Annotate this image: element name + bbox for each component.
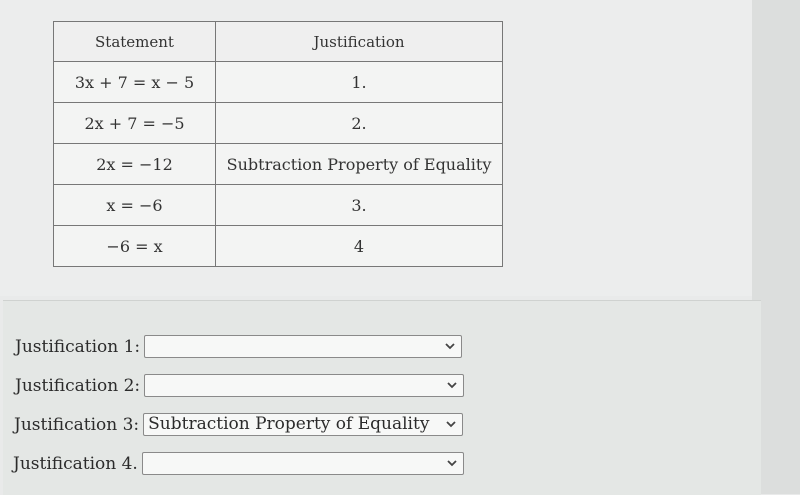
justification-3-value: Subtraction Property of Equality [148,414,430,434]
table-row [54,226,503,267]
justification-column-header: Justification [216,22,503,62]
justification-2-label: Justification 2: [15,375,141,396]
justification-4-label: Justification 4. [13,453,138,474]
justification-2-row [15,374,464,397]
table-row [54,103,503,144]
statement-cell: 3x + 7 = x − 5 [54,62,216,103]
proof-table-header-row [54,22,503,62]
statement-cell: 2x + 7 = −5 [54,103,216,144]
justification-cell: 1. [216,62,503,103]
justification-3-label: Justification 3: [14,414,140,435]
justification-3-select[interactable] [143,413,463,436]
chevron-down-icon [446,377,458,393]
chevron-down-icon [446,455,458,471]
table-row [54,62,503,103]
justification-cell: Subtraction Property of Equality [216,144,503,185]
justification-cell: 3. [216,185,503,226]
proof-table [53,21,503,267]
justification-4-row [13,452,464,475]
chevron-down-icon [444,338,456,354]
statement-cell: x = −6 [54,185,216,226]
justification-2-select[interactable] [144,374,464,397]
statement-column-header: Statement [54,22,216,62]
statement-cell: −6 = x [54,226,216,267]
justification-1-select[interactable] [144,335,462,358]
statement-cell: 2x = −12 [54,144,216,185]
justification-4-select[interactable] [142,452,464,475]
justification-3-row [14,413,463,436]
justification-cell: 2. [216,103,503,144]
table-row [54,185,503,226]
justification-cell: 4 [216,226,503,267]
chevron-down-icon [445,416,457,432]
table-row [54,144,503,185]
justification-1-row [15,335,462,358]
answer-panel [3,300,761,495]
justification-1-label: Justification 1: [15,336,141,357]
